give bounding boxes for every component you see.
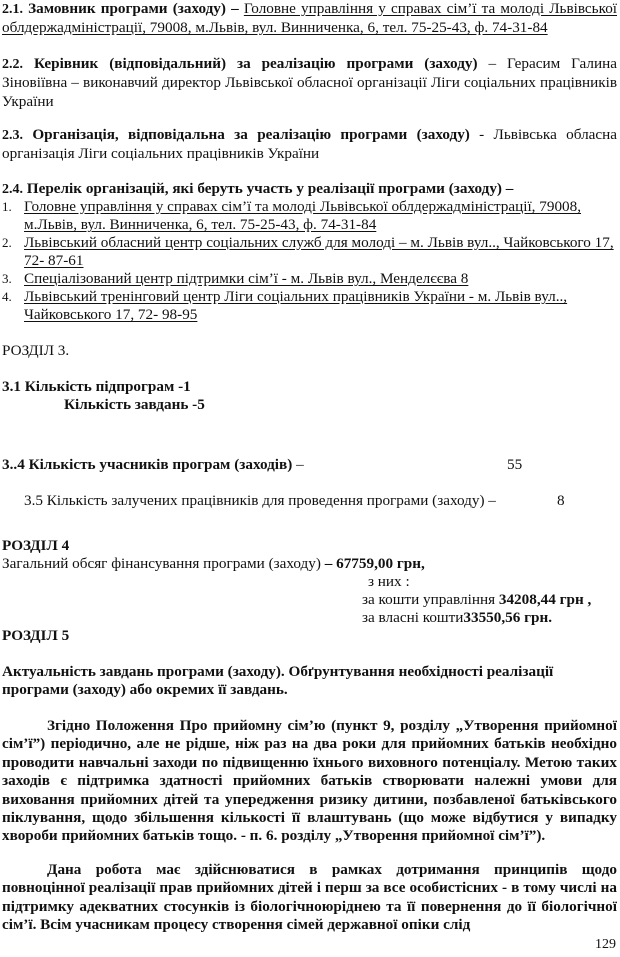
list-item-text: Львівський тренінговий центр Ліги соціальних працівників України - м. Львів вул.., Чайковського 17, 72- 98-95 (24, 288, 568, 324)
list-item (2, 270, 617, 288)
list-item (2, 288, 617, 325)
participants-value: 55 (507, 456, 523, 473)
list-item-number: 1. (2, 199, 12, 214)
task-count: Кількість завдань -5 (64, 396, 205, 413)
razdil-5-title: Актуальність завдань програми (заходу). Обґрунтування необхідності реалізації програми (заходу) або окремих її завдань. (2, 663, 554, 699)
list-item (2, 234, 617, 271)
section-2-2-text: – Герасим Галина Зіновіївна – виконавчий директор Львівської обласної організації Ліги соціальних працівників України (2, 55, 618, 110)
list-item-number: 4. (2, 289, 12, 304)
section-2-3-number: 2.3. (2, 128, 23, 143)
list-item-number: 3. (2, 271, 12, 286)
section-2-2 (2, 55, 617, 111)
section-2-2-number: 2.2. (2, 57, 23, 72)
financing-total-value: – 67759,00 грн, (324, 555, 425, 572)
list-item-text: Львівський обласний центр соціальних служб для молоді – м. Львів вул.., Чайковського 17, 72- 87-61 (24, 234, 614, 270)
razdil-5-heading: РОЗДІЛ 5 (2, 627, 70, 644)
financing-total-label: Загальний обсяг фінансування програми (заходу) (2, 555, 321, 572)
financing-management (362, 591, 591, 609)
page-number: 129 (595, 937, 616, 952)
section-2-2-label: Керівник (відповідальний) за реалізацію програми (заходу) (33, 55, 478, 72)
section-2-3 (2, 126, 617, 164)
section-2-3-label: Організація, відповідальна за реалізацію програми (заходу) (32, 126, 470, 143)
paragraph: Згідно Положення Про прийомну сім’ю (пункт 9, розділу „Утворення прийомної сім’ї”) періодично, але не рідше, ніж раз на два роки для прийомних батьків необхідно проводити навчальні заходи по підвищенню їхнього виховного потенціалу. Метою таких заходів є підтримка здатності прийомних батьків створювати належні умови для виховання прийомних дітей та упередження ризику дитини, позбавленої батьківського піклування, щодо збільшення кількості її влаштувань (що може відбутися у випадку хвороби прийомних батьків тощо. - п. 6. розділу „Утворення прийомної сім’ї”). (2, 717, 617, 845)
workers-value: 8 (557, 492, 565, 509)
list-item (2, 198, 617, 235)
participants-row (2, 456, 304, 474)
financing-own-value: 33550,56 грн. (463, 609, 553, 626)
section-2-1-number: 2.1. (2, 2, 23, 17)
participants-label: 3..4 Кількість учасників програм (заходів) (2, 456, 293, 473)
financing-of-them: з них : (368, 573, 410, 590)
razdil-4-heading: РОЗДІЛ 4 (2, 537, 70, 554)
section-2-4-heading (2, 180, 617, 199)
list-item-number: 2. (2, 235, 12, 250)
financing-total (2, 555, 425, 573)
financing-management-value: 34208,44 грн , (498, 591, 592, 608)
section-2-1 (2, 0, 617, 38)
paragraph: Дана робота має здійснюватися в рамках дотримання принципів щодо повноцінної реалізації прав прийомних дітей і перш за все особистісних - в тому числі на підтримку адекватних стосунків із біологічноюріднею та її повернення до її біологічної сім’ї. Всім учасникам процесу створення сімей державної опіки слід (2, 861, 617, 934)
razdil-3-heading: РОЗДІЛ 3. (2, 342, 70, 359)
workers-label: 3.5 Кількість залучених працівників для проведення програми (заходу) – (24, 492, 496, 509)
section-2-4-number: 2.4. (2, 182, 23, 197)
section-2-3-text: - Львівська обласна організація Ліги соціальних працівників України (2, 126, 618, 163)
subprogram-count: 3.1 Кількість підпрограм -1 (2, 378, 191, 395)
participants-dash: – (296, 456, 304, 473)
financing-own (362, 609, 552, 627)
section-2-1-text: Головне управління у справах сім’ї та молоді Львівської облдержадміністрації, 79008, м.Львів, вул. Винниченка, 6, тел. 75-25-43, ф. 74-31-84 (2, 0, 618, 37)
financing-own-label: за власні кошти (362, 609, 464, 626)
section-2-1-label: Замовник програми (заходу) – (28, 0, 239, 17)
list-item-text: Головне управління у справах сім’ї та молоді Львівської облдержадміністрації, 79008, м.Львів, вул. Винниченка, 6, тел. 75-25-43, ф. 74-31-84 (24, 198, 582, 234)
section-2-4-label: Перелік організацій, які беруть участь у реалізації програми (заходу) – (26, 180, 514, 197)
financing-management-label: за кошти управління (362, 591, 496, 608)
list-item-text: Спеціалізований центр підтримки сім’ї - м. Львів вул., Менделєєва 8 (24, 270, 469, 287)
